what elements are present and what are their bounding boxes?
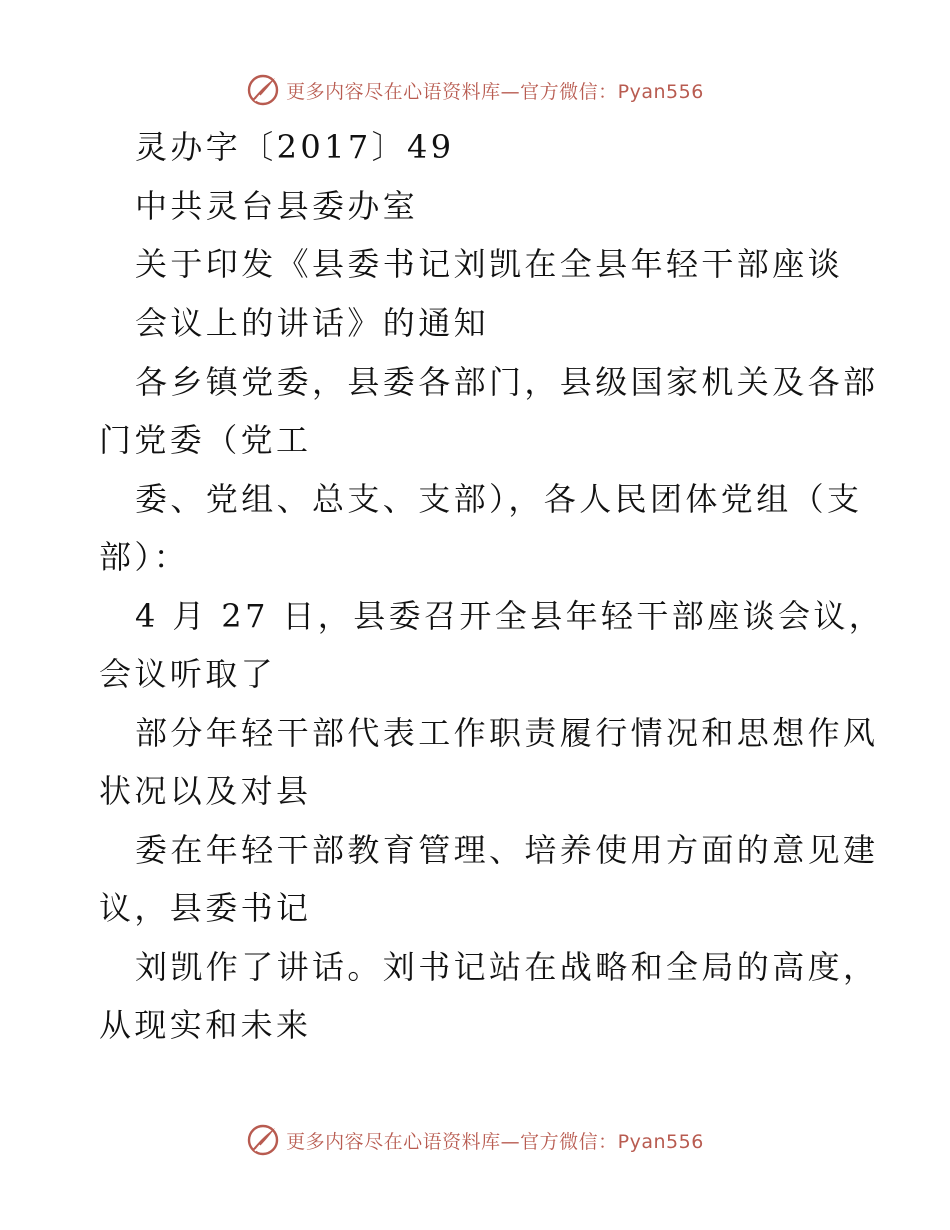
body-line-4: 状况以及对县 [99,772,312,810]
footer-watermark [0,1120,950,1160]
addressee-line-3: 委、党组、总支、支部），各人民团体党组（支 [135,480,863,518]
body-line-8: 从现实和未来 [99,1006,312,1044]
quill-logo-icon [246,1123,280,1157]
watermark-text: 更多内容尽在心语资料库—官方微信：Pyan556 [286,1130,704,1153]
body-line-1: 4 月 27 日，县委召开全县年轻干部座谈会议， [135,597,885,635]
document-number: 灵办字〔2017〕49 [135,128,455,166]
issuing-office: 中共灵台县委办室 [135,187,419,225]
body-line-2: 会议听取了 [99,655,277,693]
notice-title-line-1: 关于印发《县委书记刘凯在全县年轻干部座谈 [135,245,844,283]
watermark-text: 更多内容尽在心语资料库—官方微信：Pyan556 [286,80,704,103]
notice-title-line-2: 会议上的讲话》的通知 [135,304,490,342]
addressee-line-1: 各乡镇党委，县委各部门，县级国家机关及各部 [135,363,879,401]
addressee-line-2: 门党委（党工 [99,421,312,459]
body-line-5: 委在年轻干部教育管理、培养使用方面的意见建 [135,831,879,869]
body-line-3: 部分年轻干部代表工作职责履行情况和思想作风 [135,714,879,752]
addressee-line-4: 部）： [99,538,190,576]
body-line-7: 刘凯作了讲话。刘书记站在战略和全局的高度， [135,948,879,986]
body-line-6: 议，县委书记 [99,889,312,927]
